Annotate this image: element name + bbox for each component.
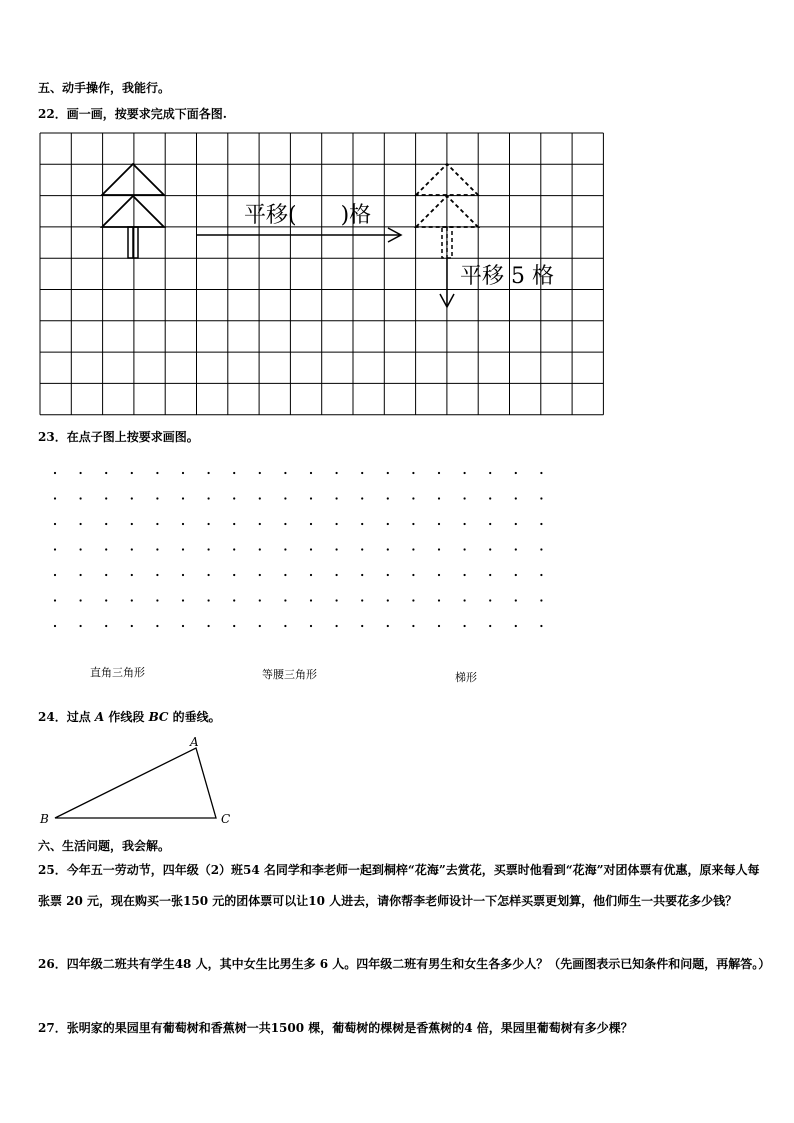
section-6-title: 六、生活问题，我会解。 — [38, 839, 171, 853]
var-bc: BC — [148, 710, 169, 724]
label-translate-5: 平移 5 格 — [460, 264, 554, 289]
section-5-title: 五、动手操作，我能行。 — [38, 81, 171, 95]
question-23-text: 23．在点子图上按要求画图。 — [38, 430, 199, 444]
caption-trapezoid: 梯形 — [455, 671, 477, 684]
question-26-text: 26．四年级二班共有学生48 人，其中女生比男生多 6 人。四年级二班有男生和女生各多少人？（先画图表示已知条件和问题，再解答。） — [38, 957, 771, 971]
question-27-text: 27．张明家的果园里有葡萄树和香蕉树一共1500 棵，葡萄树的棵树是香蕉树的4 倍，果园里葡萄树有多少棵？ — [38, 1021, 633, 1035]
question-24-text: 24．过点 A 作线段 BC 的垂线。 — [38, 710, 221, 724]
question-22-text: 22．画一画，按要求完成下面各图. — [38, 107, 227, 121]
question-25-text: 25．今年五一劳动节，四年级（2）班54 名同学和李老师一起到桐梓“花海”去赏花，买票时他看到“花海”对团体票有优惠，原来每人每张票 20 元，现在购买一张150 元的团体票可以让10 人进去，请你帮李老师设计一下怎样买票更划算，他们师生一共要花多少钱？ — [38, 863, 760, 908]
point-label-a: A — [190, 735, 199, 749]
caption-right-triangle: 直角三角形 — [90, 666, 145, 679]
label-translate-blank: 平移( )格 — [244, 203, 372, 228]
triangle-abc — [55, 748, 216, 818]
point-label-c: C — [221, 812, 231, 826]
caption-isosceles-triangle: 等腰三角形 — [262, 668, 317, 681]
point-label-b: B — [40, 812, 49, 826]
var-a: A — [94, 710, 105, 724]
